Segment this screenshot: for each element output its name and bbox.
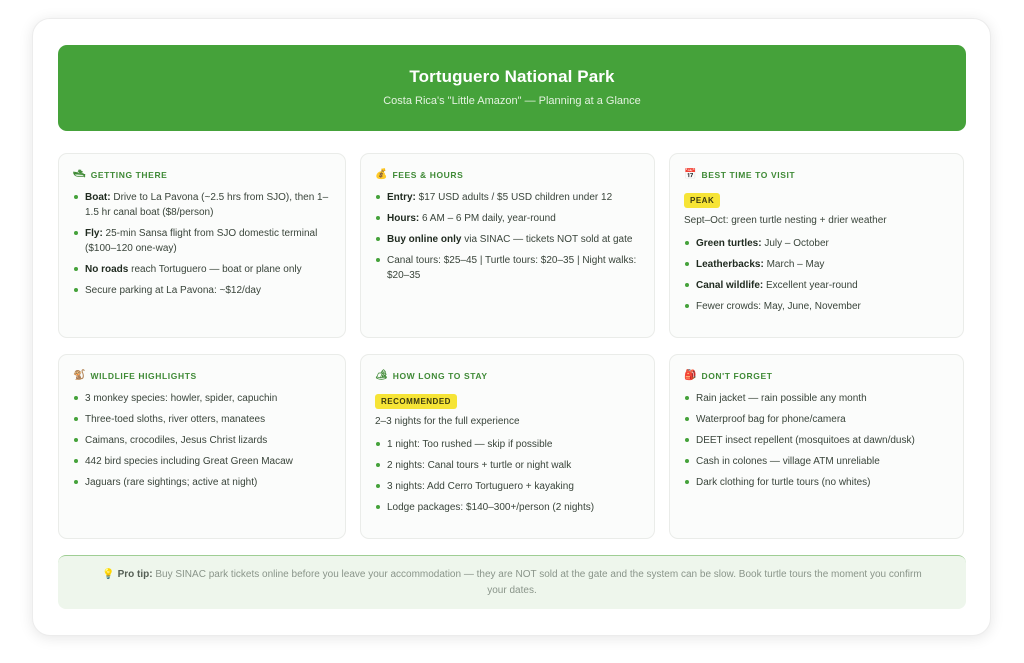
panel-dont-forget bbox=[669, 354, 964, 539]
list-item: Canal wildlife: Excellent year-round bbox=[684, 278, 950, 293]
planner-card bbox=[32, 18, 991, 636]
list-item: Secure parking at La Pavona: ~$12/day bbox=[73, 283, 332, 298]
panel-heading bbox=[375, 169, 641, 180]
list-item: Dark clothing for turtle tours (no whites) bbox=[684, 475, 950, 490]
money-bag-icon: 💰 bbox=[375, 169, 388, 180]
panel-heading bbox=[684, 169, 950, 180]
calendar-icon: 📅 bbox=[684, 169, 697, 180]
panel-heading bbox=[73, 169, 332, 180]
list-item: 3 monkey species: howler, spider, capuchin bbox=[73, 391, 332, 406]
backpack-icon: 🎒 bbox=[684, 370, 697, 381]
panel-title: BEST TIME TO VISIT bbox=[701, 169, 796, 180]
list-item: 3 nights: Add Cerro Tortuguero + kayaking bbox=[375, 479, 641, 494]
panel-title: FEES & HOURS bbox=[392, 169, 464, 180]
list-item: Leatherbacks: March – May bbox=[684, 257, 950, 272]
pro-tip-box bbox=[58, 555, 966, 609]
panel-how-long-to-stay bbox=[360, 354, 655, 539]
camping-icon: 🏕 bbox=[375, 370, 388, 381]
panel-lead: 2–3 nights for the full experience bbox=[375, 416, 520, 427]
list-item: Rain jacket — rain possible any month bbox=[684, 391, 950, 406]
boat-icon: 🛥 bbox=[73, 169, 86, 180]
wildlife-list bbox=[73, 391, 332, 490]
list-item: Hours: 6 AM – 6 PM daily, year-round bbox=[375, 211, 641, 226]
monkey-icon: 🐒 bbox=[73, 370, 86, 381]
list-item: Entry: $17 USD adults / $5 USD children under 12 bbox=[375, 190, 641, 205]
best-time-list bbox=[684, 236, 950, 314]
list-item: Caimans, crocodiles, Jesus Christ lizards bbox=[73, 433, 332, 448]
panel-title: DON'T FORGET bbox=[701, 370, 773, 381]
panel-title: GETTING THERE bbox=[90, 169, 168, 180]
dont-forget-list bbox=[684, 391, 950, 490]
header-banner bbox=[58, 45, 966, 131]
list-item: Jaguars (rare sightings; active at night) bbox=[73, 475, 332, 490]
page-title: Tortuguero National Park bbox=[409, 67, 615, 86]
list-item: Fly: 25-min Sansa flight from SJO domestic terminal ($100–120 one-way) bbox=[73, 226, 332, 256]
getting-there-list bbox=[73, 190, 332, 298]
panel-getting-there bbox=[58, 153, 346, 338]
recommended-badge: RECOMMENDED bbox=[375, 394, 457, 409]
list-item: DEET insect repellent (mosquitoes at dawn/dusk) bbox=[684, 433, 950, 448]
panel-lead: Sept–Oct: green turtle nesting + drier weather bbox=[684, 215, 887, 226]
panel-fees-hours bbox=[360, 153, 655, 338]
list-item: 1 night: Too rushed — skip if possible bbox=[375, 437, 641, 452]
list-item: Boat: Drive to La Pavona (~2.5 hrs from SJO), then 1–1.5 hr canal boat ($8/person) bbox=[73, 190, 332, 220]
list-item: Lodge packages: $140–300+/person (2 nights) bbox=[375, 500, 641, 515]
lightbulb-icon: 💡 bbox=[102, 569, 115, 580]
panel-title: HOW LONG TO STAY bbox=[392, 370, 488, 381]
list-item: Cash in colones — village ATM unreliable bbox=[684, 454, 950, 469]
list-item: 2 nights: Canal tours + turtle or night walk bbox=[375, 458, 641, 473]
list-item: No roads reach Tortuguero — boat or plane only bbox=[73, 262, 332, 277]
fees-hours-list bbox=[375, 190, 641, 283]
panel-heading bbox=[375, 370, 641, 381]
panel-best-time bbox=[669, 153, 964, 338]
list-item: Fewer crowds: May, June, November bbox=[684, 299, 950, 314]
panel-title: WILDLIFE HIGHLIGHTS bbox=[90, 370, 197, 381]
panel-wildlife bbox=[58, 354, 346, 539]
list-item: Canal tours: $25–45 | Turtle tours: $20–35 | Night walks: $20–35 bbox=[375, 253, 641, 283]
list-item: Waterproof bag for phone/camera bbox=[684, 412, 950, 427]
pro-tip-text: Buy SINAC park tickets online before you leave your accommodation — they are NOT sold at the gate and the system can be slow. Book turtle tours the moment you confirm your dates. bbox=[152, 569, 922, 596]
stay-list bbox=[375, 437, 641, 515]
info-grid bbox=[58, 153, 966, 539]
pro-tip-label: Pro tip: bbox=[117, 569, 153, 580]
panel-heading bbox=[684, 370, 950, 381]
list-item: Three-toed sloths, river otters, manatees bbox=[73, 412, 332, 427]
list-item: Green turtles: July – October bbox=[684, 236, 950, 251]
page-subtitle: Costa Rica's "Little Amazon" — Planning at a Glance bbox=[383, 95, 641, 107]
list-item: 442 bird species including Great Green Macaw bbox=[73, 454, 332, 469]
panel-heading bbox=[73, 370, 332, 381]
list-item: Buy online only via SINAC — tickets NOT sold at gate bbox=[375, 232, 641, 247]
peak-badge: PEAK bbox=[684, 193, 720, 208]
